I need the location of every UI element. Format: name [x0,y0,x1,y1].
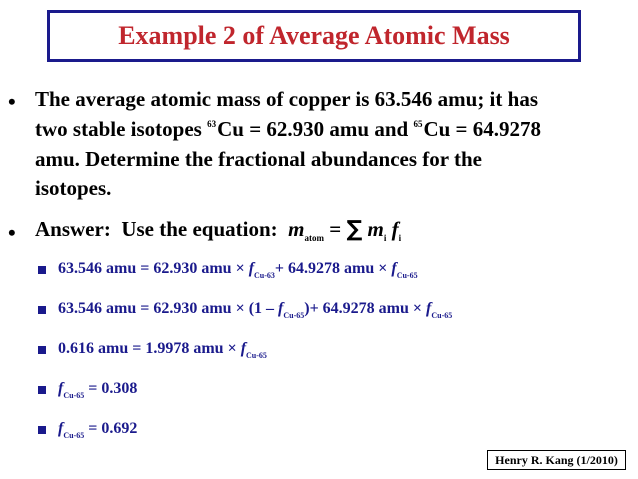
var-m: m [288,217,305,241]
step-4 [58,380,137,398]
mass-number-65: 65 [413,119,423,129]
slide-title: Example 2 of Average Atomic Mass [118,21,510,50]
square-bullet-icon [38,386,46,394]
step-1 [58,260,418,278]
question-text: Cu = 62.930 amu and [217,117,414,141]
author-credit: Henry R. Kang (1/2010) [487,450,626,470]
square-bullet-icon [38,266,46,274]
sub-i: i [398,233,402,243]
var-f: f [58,380,64,397]
square-bullet-icon [38,346,46,354]
question-line-1: The average atomic mass of copper is 63.546 amu; it has [35,87,538,111]
bullet-dot: • [8,220,16,245]
square-bullet-icon [38,426,46,434]
answer-text: Use the equation: [121,217,278,241]
title-box [47,10,581,62]
step-text: 0.616 amu = 1.9978 amu × [58,340,241,357]
question-text: two stable isotopes [35,117,208,141]
step-text: = 0.308 [84,380,138,397]
var-f: f [248,260,255,277]
bullet-dot: • [8,89,16,114]
step-text: )+ 64.9278 amu × [304,300,427,317]
var-f: f [278,300,284,317]
sub-isotope: Cu-65 [63,431,85,440]
sub-isotope: Cu-63 [254,271,275,280]
sub-isotope: Cu-65 [63,391,85,400]
var-f: f [58,420,64,437]
sigma-symbol: ∑ [346,217,363,242]
question-line-3: amu. Determine the fractional abundances for the [35,147,482,171]
question-line-4: isotopes. [35,176,112,200]
step-2 [58,300,452,318]
sub-isotope: Cu-65 [246,351,267,360]
step-text: = 0.692 [84,420,138,437]
var-f: f [391,260,397,277]
step-text: 63.546 amu = 62.930 amu × (1 – [58,300,279,317]
equals-sign: = [329,217,342,241]
step-text: 63.546 amu = 62.930 amu × [58,260,249,277]
step-3 [58,340,267,358]
var-f: f [426,300,432,317]
square-bullet-icon [38,306,46,314]
answer-line [35,214,635,248]
mass-number-63: 63 [207,119,217,129]
sub-atom: atom [304,233,325,243]
sub-isotope: Cu-65 [431,311,453,320]
var-f: f [391,217,399,241]
var-m: m [367,217,384,241]
step-text: + 64.9278 amu × [274,260,392,277]
sub-isotope: Cu-65 [283,311,305,320]
step-5 [58,420,137,438]
var-f: f [240,340,247,357]
sub-i: i [383,233,387,243]
question-line-2 [35,114,635,148]
sub-isotope: Cu-65 [396,271,418,280]
answer-label: Answer: [35,217,111,241]
question-text: Cu = 64.9278 [423,117,541,141]
